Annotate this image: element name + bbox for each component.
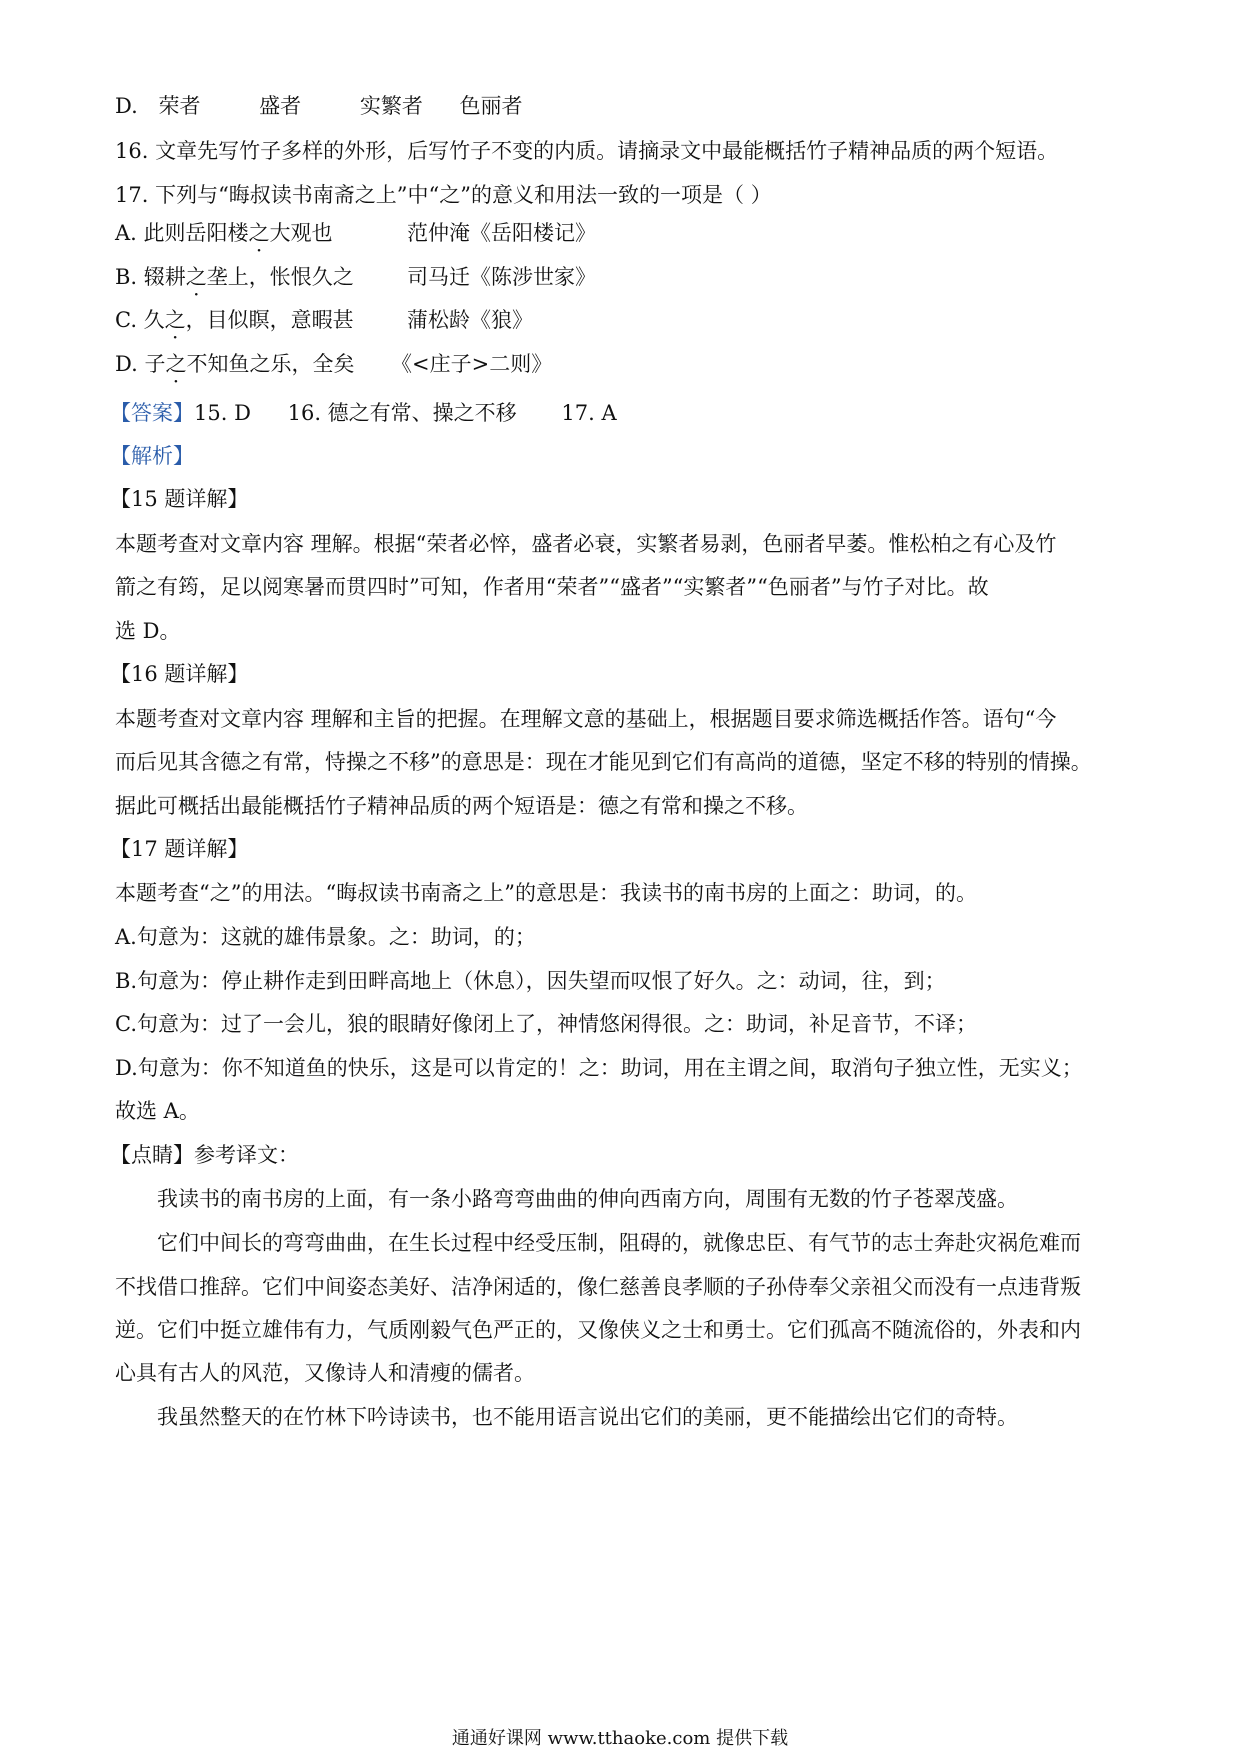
detail-16-line: 本题考查对文章内容 理解和主旨的把握。在理解文意的基础上，根据题目要求筛选概括作答。语句“今: [115, 707, 1057, 731]
q17-option-d: D. 子之不知鱼之乐，全矣 《<庄子>二则》: [115, 352, 553, 376]
translation-paragraph-3: 我虽然整天的在竹林下吟诗读书，也不能用语言说出它们的美丽，更不能描绘出它们的奇特。: [157, 1405, 1018, 1429]
q15-word: 实繁者: [359, 94, 423, 118]
emphasis-zhi: 之: [165, 352, 187, 376]
answer-tag: 【答案】: [110, 401, 194, 425]
translation-paragraph-2-line: 不找借口推辞。它们中间姿态美好、洁净闲适的，像仁慈善良孝顺的子孙侍奉父亲祖父而没有一点违背叛: [115, 1275, 1081, 1299]
dianjing-line: 【点睛】参考译文：: [110, 1143, 299, 1167]
analysis-tag: 【解析】: [110, 444, 194, 468]
detail-17-line: A.句意为：这就的雄伟景象。之：助词，的；: [115, 925, 536, 949]
translation-paragraph-2-line: 逆。它们中挺立雄伟有力，气质刚毅气色严正的，又像侠义之士和勇士。它们孤高不随流俗的，外表和内: [115, 1318, 1081, 1342]
detail-17-line: B.句意为：停止耕作走到田畔高地上（休息），因失望而叹恨了好久。之：动词，往，到；: [115, 969, 946, 993]
translation-paragraph-2-line: 它们中间长的弯弯曲曲，在生长过程中经受压制，阻碍的，就像忠臣、有气节的志士奔赴灾祸危难而: [157, 1231, 1081, 1255]
dianjing-tag: 【点睛】: [110, 1143, 194, 1167]
detail-17-line: 故选 A。: [115, 1099, 200, 1123]
detail-15-heading: 【15 题详解】: [110, 487, 249, 511]
option-source: 司马迁《陈涉世家》: [407, 265, 596, 289]
q16-question: 16. 文章先写竹子多样的外形，后写竹子不变的内质。请摘录文中最能概括竹子精神品质的两个短语。: [115, 139, 1059, 163]
detail-15-line: 选 D。: [115, 619, 181, 643]
emphasis-zhi: 之: [248, 221, 270, 245]
q15-word: 色丽者: [459, 94, 523, 118]
detail-16-line: 而后见其含德之有常，恃操之不移”的意思是：现在才能见到它们有高尚的道德，坚定不移的特别的情操。: [115, 750, 1092, 774]
detail-17-heading: 【17 题详解】: [110, 837, 249, 861]
q17-option-a: A. 此则岳阳楼之大观也 范仲淹《岳阳楼记》: [115, 221, 596, 245]
answer-line: 【答案】15. D 16. 德之有常、操之不移 17. A: [110, 401, 617, 425]
q17-option-b: B. 辍耕之垄上，怅恨久之 司马迁《陈涉世家》: [115, 265, 596, 289]
detail-17-line: D.句意为：你不知道鱼的快乐，这是可以肯定的！之：助词，用在主谓之间，取消句子独立性，无实义；: [115, 1056, 1083, 1080]
q17-option-c: C. 久之，目似瞑，意暇甚 蒲松龄《狼》: [115, 308, 533, 332]
detail-16-heading: 【16 题详解】: [110, 662, 249, 686]
option-source: 《<庄子>二则》: [391, 352, 553, 376]
translation-paragraph-2-line: 心具有古人的风范，又像诗人和清瘦的儒者。: [115, 1361, 535, 1385]
emphasis-zhi: 之: [185, 265, 207, 289]
option-source: 蒲松龄《狼》: [407, 308, 533, 332]
q17-stem: 17. 下列与“晦叔读书南斋之上”中“之”的意义和用法一致的一项是（ ）: [115, 183, 772, 207]
detail-17-line: C.句意为：过了一会儿，狼的眼睛好像闭上了，神情悠闲得很。之：助词，补足音节，不译；: [115, 1012, 977, 1036]
q15-word: 荣者: [158, 94, 201, 118]
detail-16-line: 据此可概括出最能概括竹子精神品质的两个短语是：德之有常和操之不移。: [115, 794, 808, 818]
detail-15-line: 本题考查对文章内容 理解。根据“荣者必悴，盛者必衰，实繁者易剥，色丽者早萎。惟松柏之有心及竹: [115, 532, 1057, 556]
detail-15-line: 箭之有筠，足以阅寒暑而贯四时”可知，作者用“荣者”“盛者”“实繁者”“色丽者”与竹子对比。故: [115, 575, 989, 599]
page-footer: 通通好课网 www.tthaoke.com 提供下载: [451, 1728, 789, 1749]
detail-17-line: 本题考查“之”的用法。“晦叔读书南斋之上”的意思是：我读书的南书房的上面之：助词，的。: [115, 881, 977, 905]
translation-paragraph-1: 我读书的南书房的上面，有一条小路弯弯曲曲的伸向西南方向，周围有无数的竹子苍翠茂盛。: [157, 1187, 1018, 1211]
q15-word: 盛者: [259, 94, 302, 118]
option-source: 范仲淹《岳阳楼记》: [407, 221, 596, 245]
emphasis-zhi: 之: [164, 308, 186, 332]
q15-option-d: D. 荣者 盛者 实繁者 色丽者: [115, 91, 523, 121]
